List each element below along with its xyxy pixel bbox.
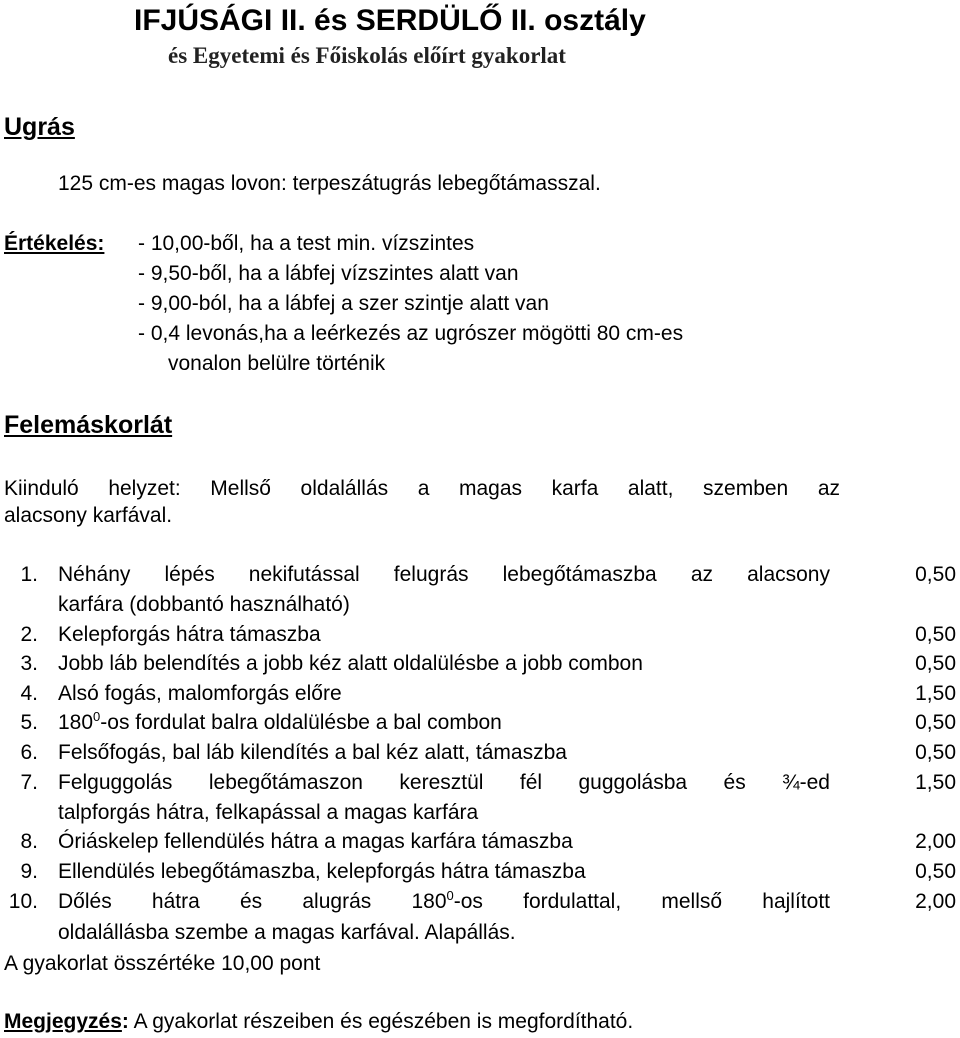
degree-superscript: 0 [93,709,101,724]
evaluation-line: vonalon belülre történik [168,352,386,375]
element-text: Néhány lépés nekifutással felugrás lebegőtámaszba az alacsony [58,563,830,586]
element-score: 0,50 [915,563,956,586]
element-number: 4. [20,682,38,705]
element-score: 0,50 [915,711,956,734]
page-subtitle: és Egyetemi és Főiskolás előírt gyakorlat [168,43,566,68]
element-score: 0,50 [915,741,956,764]
page-title: IFJÚSÁGI II. és SERDÜLŐ II. osztály [134,4,646,37]
element-number: 1. [20,563,38,586]
element-text [58,890,830,914]
element-text: Kelepforgás hátra támaszba [58,623,321,646]
element-score: 2,00 [915,890,956,913]
start-position-line2: alacsony karfával. [4,504,173,527]
element-text: Alsó fogás, malomforgás előre [58,682,342,705]
degree-superscript: 0 [446,888,454,903]
evaluation-line: - 9,00-ból, ha a lábfej a szer szintje alatt van [138,292,549,315]
element-number: 6. [20,741,38,764]
element-number: 8. [20,830,38,853]
element-number: 2. [20,623,38,646]
element-score: 2,00 [915,830,956,853]
element-text: Ellendülés lebegőtámaszba, kelepforgás hátra támaszba [58,860,586,883]
element-text [58,711,502,735]
element-text-part: -os fordulattal, mellső hajlított [453,890,830,913]
element-score: 0,50 [915,652,956,675]
element-text: Jobb láb belendítés a jobb kéz alatt oldalülésbe a jobb combon [58,652,643,675]
element-score: 1,50 [915,682,956,705]
note-colon: : [121,1010,129,1033]
element-text: Óriáskelep fellendülés hátra a magas karfára támaszba [58,830,573,853]
vault-description: 125 cm-es magas lovon: terpeszátugrás lebegőtámasszal. [58,172,601,195]
element-text-part: -os fordulat balra oldalülésbe a bal combon [100,711,502,734]
element-number: 5. [20,711,38,734]
element-text-continued: karfára (dobbantó használható) [58,593,350,616]
element-score: 0,50 [915,860,956,883]
element-text: Felguggolás lebegőtámaszon keresztül fél guggolásba és ¾-ed [58,771,830,794]
evaluation-line: - 0,4 levonás,ha a leérkezés az ugrószer mögötti 80 cm-es [138,322,684,345]
element-score: 1,50 [915,771,956,794]
element-text: Felsőfogás, bal láb kilendítés a bal kéz alatt, támaszba [58,741,567,764]
element-number: 7. [20,771,38,794]
evaluation-label: Értékelés: [4,232,105,255]
element-text-continued: oldalállásba szembe a magas karfával. Alapállás. [58,921,516,944]
element-number: 3. [20,652,38,675]
element-number: 10. [8,890,38,913]
section-heading-vault: Ugrás [4,113,75,141]
element-text-part: Dőlés hátra és alugrás 180 [58,890,447,913]
section-heading-uneven-bars: Felemáskorlát [4,411,173,439]
evaluation-line: - 10,00-ből, ha a test min. vízszintes [138,232,475,255]
total-value: A gyakorlat összértéke 10,00 pont [4,952,321,975]
start-position-line1: Kiinduló helyzet: Mellső oldalállás a magas karfa alatt, szemben az [4,477,840,500]
note-text: A gyakorlat részeiben és egészében is megfordítható. [128,1010,634,1033]
note [4,1010,633,1034]
evaluation-line: - 9,50-ből, ha a lábfej vízszintes alatt van [138,262,519,285]
element-score: 0,50 [915,623,956,646]
element-number: 9. [20,860,38,883]
element-text-continued: talpforgás hátra, felkapással a magas karfára [58,801,479,824]
note-label: Megjegyzés [4,1010,122,1033]
element-text-part: 180 [58,711,94,734]
